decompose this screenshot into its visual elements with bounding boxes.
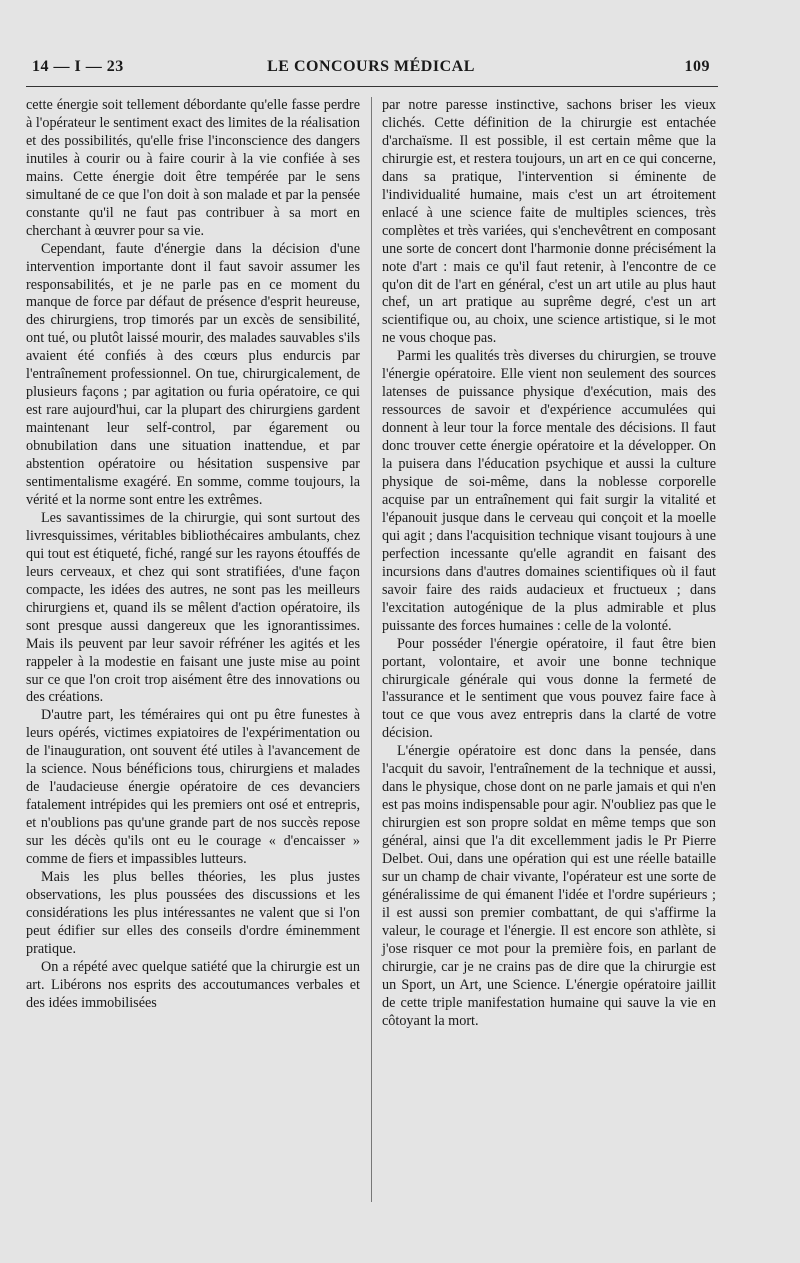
header-rule [26,86,718,87]
left-column [26,97,360,1013]
paragraph: Parmi les qualités très diverses du chirurgien, se trouve l'énergie opératoire. Elle vient non seulement des sources latenses de puissance physique d'exécution, mais des ressources de savoir et d'expérience accumulées qui donnent à leur tour la force mentale des décisions. Il faut donc trouver cette énergie opératoire et la développer. On la puisera dans l'éducation psychique et aussi la culture physique de soi-même, dans la noblesse corporelle acquise par un entraînement qui fait surgir la vitalité et l'épanouit jusque dans le cerveau qui conçoit et la moelle qui agit ; dans l'acquisition technique visant toujours à une perfection incessante qu'elle agrandit en faisant des incursions dans d'autres domaines scientifiques où il faut savoir faire des raids audacieux et fructueux ; dans l'excitation autogénique de la plus admirable et plus puissante des forces humaines : celle de la volonté. [382,348,716,634]
journal-title: LE CONCOURS MÉDICAL [267,58,475,75]
page-number: 109 [684,58,710,75]
paragraph: Les savantissimes de la chirurgie, qui sont surtout des livresquissimes, véritables bibliothécaires ambulants, chez qui tout est étiqueté, fiché, rangé sur les rayons étouffés de leurs cerveaux, et chez qui sont stratifiées, d'une façon compacte, les idées des autres, ne sont pas les meilleurs chirurgiens et, quand ils se mêlent d'action opératoire, ils sont presque aussi dangereux que les ignorantissimes. Mais ils peuvent par leur savoir réfréner les agités et les rappeler à la modestie en faisant une juste mise au point sur ce que l'on croit trop aisément être des innovations ou des créations. [26,509,360,706]
paragraph: Cependant, faute d'énergie dans la décision d'une intervention importante dont il faut savoir assumer les responsabilités, et je ne parle pas en ce moment du manque de force par défaut de présence d'esprit heureuse, des chirurgiens, trop timorés par un excès de sensibilité, ont tué, ou plutôt laissé mourir, des malades sauvables s'ils avaient été confiés à des cœurs plus endurcis par l'entraînement professionnel. On tue, chirurgicalement, de plusieurs façons ; par agitation ou furia opératoire, ce qui est rare aujourd'hui, car la plupart des chirurgiens gardent maintenant leur self-control, par égarement ou obnubilation dans une situation inattendue, et par abstention opératoire ou hésitation suspensive par sentimentalisme exagéré. En somme, comme toujours, la vérité et la norme sont entre les extrêmes. [26,240,360,508]
paragraph: Mais les plus belles théories, les plus justes observations, les plus poussées des discussions et les considérations les plus intéressantes ne valent que si l'on peut édifier sur elles des conseils d'ordre éminemment pratique. [26,868,360,957]
paragraph: On a répété avec quelque satiété que la chirurgie est un art. Libérons nos esprits des accoutumances verbales et des idées immobilisées [26,958,360,1011]
paragraph: par notre paresse instinctive, sachons briser les vieux clichés. Cette définition de la chirurgie est entachée d'archaïsme. Il est possible, il est certain même que la chirurgie est, et restera toujours, un art en ce qui concerne, dans sa pratique, l'intervention si éminente de l'individualité humaine, mais c'est un art étroitement enlacé à une science faite de multiples sciences, très complètes et très variées, qui s'enchevêtrent en composant une sorte de concert dont l'harmonie donne précisément la note d'art : mais ce qu'il faut retenir, à l'encontre de ce qu'on dit de l'art en général, c'est un art utile au plus haut chef, un art pratique au suprême degré, c'est un art scientifique ou, au choix, une science artistique, si le mot ne vous choque pas. [382,97,716,347]
paragraph: L'énergie opératoire est donc dans la pensée, dans l'acquit du savoir, l'entraînement de la technique et aussi, dans le physique, chose dont on ne parle jamais et qui n'en est pas moins indispensable pour agir. N'oubliez pas que le chirurgien est son propre soldat en même temps que son général, ainsi que l'a dit excellemment jadis le Pr Pierre Delbet. Oui, dans une opération qui est une réelle bataille sur un champ de chair vivante, l'opérateur est une sorte de généralissime de qui émanent l'idée et l'ordre supérieurs ; il est aussi son premier combattant, de qui s'affirme la valeur, le courage et l'énergie. Il est encore son athlète, si j'ose risquer ce mot pour la première fois, en parlant de chirurgie, car je ne crains pas de dire que la chirurgie est un Sport, un Art, une Science. L'énergie opératoire jaillit de cette triple manifestation humaine qui sauve la vie en côtoyant la mort. [382,743,716,1029]
paragraph: cette énergie soit tellement débordante qu'elle fasse perdre à l'opérateur le sentiment exact des limites de la réalisation et des possibilités, qu'elle frise l'inconscience des dangers inutiles à courir ou à faire courir à la vie confiée à ses mains. Cette énergie doit être tempérée par le sens simultané de ce que l'on doit à son malade et par la pensée constante qu'il ne faut pas contribuer à sa mort en cherchant à œuvrer pour sa vie. [26,97,360,239]
paragraph: D'autre part, les téméraires qui ont pu être funestes à leurs opérés, victimes expiatoires de l'expérimentation ou de l'inauguration, ont souvent été utiles à l'avancement de la science. Nous bénéficions tous, chirurgiens et malades de l'audacieuse énergie opératoire de ces devanciers fatalement intrépides qui les premiers ont osé et entrepris, et n'oublions pas qu'une grande part de nos succès repose sur les décès qu'ils ont eu le courage « d'encaisser » comme de fiers et impassibles lutteurs. [26,707,360,868]
right-column [382,97,716,1031]
issue-date: 14 — I — 23 [32,58,124,75]
column-divider [371,97,372,1202]
page-header [32,58,710,84]
paragraph: Pour posséder l'énergie opératoire, il faut être bien portant, volontaire, et avoir une bonne technique chirurgicale générale qui vous donne la fermeté de l'assurance et le sentiment que vous pouvez faire face à tout ce que vous avez entrepris dans la clarté de votre décision. [382,635,716,742]
